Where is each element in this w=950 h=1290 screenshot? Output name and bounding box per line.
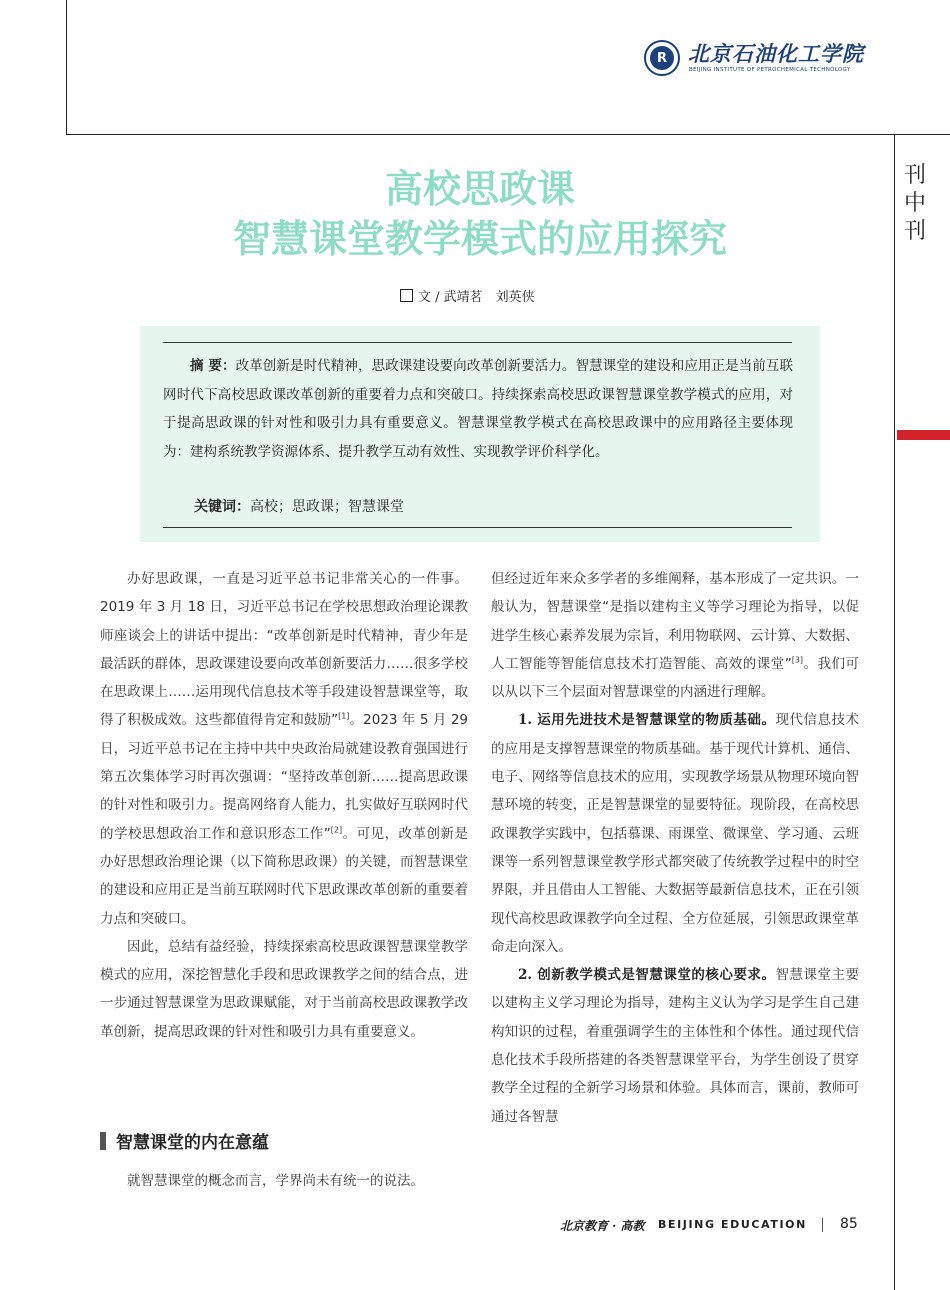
column-tag-char: 中 <box>903 191 926 216</box>
subheading: 1. 运用先进技术是智慧课堂的物质基础。 <box>518 712 776 729</box>
paragraph-text: 办好思政课，一直是习近平总书记非常关心的一件事。2019 年 3 月 18 日，习近平总书记在学校思想政治理论课教师座谈会上的讲话中提出：“改革创新是时代精神，青少年是最活跃的群体，思政课建设要向改革创新要活力……很多学校在思政课上……运用现代信息技术等手段建设智慧课堂等，取得了积极成效。这些都值得肯定和鼓励” <box>100 571 468 729</box>
paragraph-text: 。2023 年 5 月 29 日，习近平总书记在主持中共中央政治局就建设教育强国进行第五次集体学习时再次强调：“坚持改革创新……提高思政课的针对性和吸引力。提高网络育人能力，扎实做好互联网时代的学校思想政治工作和意识形态工作” <box>100 712 468 842</box>
paragraph <box>491 961 859 1131</box>
paragraph <box>491 565 859 706</box>
title-line-2: 智慧课堂教学模式的应用探究 <box>232 217 727 261</box>
authors-text: 文 / 武靖茗 刘英侠 <box>418 290 535 305</box>
section-color-tab <box>897 430 950 440</box>
abstract-body: 改革创新是时代精神，思政课建设要向改革创新要活力。智慧课堂的建设和应用正是当前互联网时代下高校思政课改革创新的重要着力点和突破口。持续探索高校思政课智慧课堂教学模式的应用，对于提高思政课的针对性和吸引力具有重要意义。智慧课堂教学模式在高校思政课中的应用路径主要体现为：建构系统教学资源体系、提升教学互动有效性、实现教学评价科学化。 <box>163 358 793 460</box>
keywords-label: 关键词： <box>194 499 250 515</box>
paragraph-text: 智慧课堂主要以建构主义学习理论为指导，建构主义认为学习是学生自己建构知识的过程，着重强调学生的主体性和个体性。通过现代信息化技术手段所搭建的各类智慧课堂平台，为学生创设了贯穿教学全过程的全新学习场景和体验。具体而言，课前，教师可通过各智慧 <box>491 967 859 1125</box>
magazine-name-cn: 北京教育 · 高教 <box>560 1219 645 1233</box>
abstract <box>163 352 793 466</box>
subheading: 2. 创新教学模式是智慧课堂的核心要求。 <box>518 967 776 984</box>
university-emblem-icon <box>644 40 680 76</box>
article-title <box>100 164 860 264</box>
title-line-1: 高校思政课 <box>384 167 575 211</box>
paragraph <box>100 565 468 933</box>
keywords-value: 高校；思政课；智慧课堂 <box>250 499 404 515</box>
paragraph-text: 。可见，改革创新是办好思想政治理论课（以下简称思政课）的关键，而智慧课堂的建设和应用正是当前互联网时代下思政课改革创新的重要着力点和突破口。 <box>100 825 469 927</box>
body-column-left <box>100 565 468 1046</box>
body-column-right <box>491 565 859 1131</box>
logo-english-name: BEIJING INSTITUTE OF PETROCHEMICAL TECHNOLOGY <box>689 67 851 73</box>
square-bullet-icon <box>400 289 413 302</box>
citation-ref: [2] <box>330 825 343 835</box>
abstract-label: 摘 要： <box>190 358 236 374</box>
logo-chinese-name: 北京石油化工学院 <box>688 41 864 66</box>
paragraph-text: 现代信息技术的应用是支撑智慧课堂的物质基础。基于现代计算机、通信、电子、网络等信息技术的应用，实现教学场景从物理环境向智慧环境的转变，正是智慧课堂的显要特征。现阶段，在高校思政课教学实践中，包括慕课、雨课堂、微课堂、学习通、云班课等一系列智慧课堂教学形式都突破了传统教学过程中的时空界限，并且借由人工智能、大数据等最新信息技术，正在引领现代高校思政课教学向全过程、全方位延展，引领思政课堂革命走向深入。 <box>491 712 859 955</box>
column-tag-char: 刊 <box>903 163 926 188</box>
paragraph: 就智慧课堂的概念而言，学界尚未有统一的说法。 <box>127 1173 424 1189</box>
emblem-letter: R <box>650 46 674 70</box>
column-tag <box>900 162 930 246</box>
paragraph: 因此，总结有益经验，持续探索高校思政课智慧课堂教学模式的应用，深挖智慧化手段和思政课教学之间的结合点，进一步通过智慧课堂为思政课赋能，对于当前高校思政课教学改革创新，提高思政课的针对性和吸引力具有重要意义。 <box>100 938 468 1040</box>
page-footer <box>560 1216 860 1236</box>
magazine-name-en: BEIJING EDUCATION <box>658 1218 807 1231</box>
header-rule <box>66 134 950 135</box>
abstract-bottom-rule <box>163 527 792 528</box>
body-column-left-continued <box>100 1167 468 1195</box>
keywords <box>194 496 404 516</box>
abstract-top-rule <box>163 342 792 343</box>
paragraph <box>491 706 859 961</box>
left-rule <box>66 0 67 135</box>
heading-bar-icon <box>100 1132 106 1150</box>
university-logo <box>644 38 869 82</box>
right-rule <box>894 134 895 1290</box>
paragraph-text: 但经过近年来众多学者的多维阐释，基本形成了一定共识。一般认为，智慧课堂“是指以建构主义等学习理论为指导，以促进学生核心素养发展为宗旨，利用物联网、云计算、大数据、人工智能等智能信息技术打造智能、高效的课堂” <box>491 571 859 672</box>
page-number: 85 <box>840 1216 858 1232</box>
column-tag-char: 刊 <box>903 219 926 244</box>
author-line <box>400 286 535 305</box>
citation-ref: [1] <box>338 711 350 721</box>
citation-ref: [3] <box>791 655 804 665</box>
section-heading <box>100 1128 468 1154</box>
footer-divider <box>822 1218 823 1232</box>
paragraph-text: 。我们可以从以下三个层面对智慧课堂的内涵进行理解。 <box>491 655 860 701</box>
section-heading-text: 智慧课堂的内在意蕴 <box>116 1133 269 1153</box>
